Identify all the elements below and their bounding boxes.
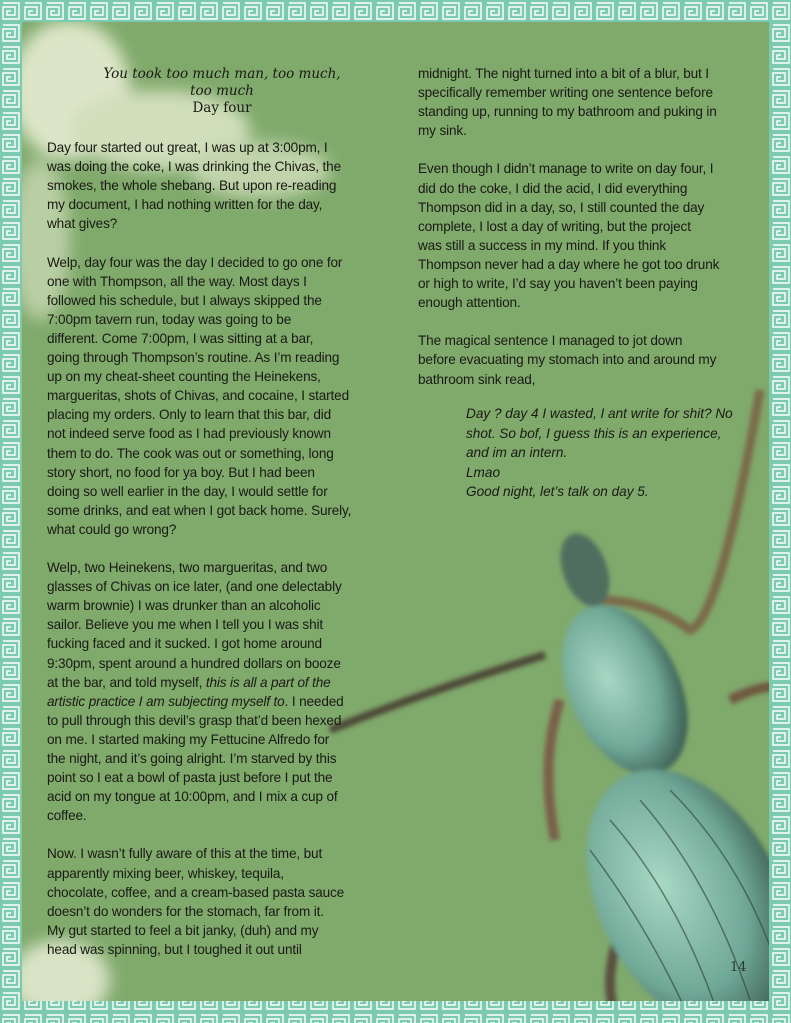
text-line: acid on my tongue at 10:00pm, and I mix a cup of xyxy=(47,789,338,805)
text-line: point so I eat a bowl of pasta just before I put the xyxy=(47,770,333,786)
text-line: doesn’t do wonders for the stomach, far from it. xyxy=(47,903,324,919)
paragraph xyxy=(47,253,351,539)
quote-line: Lmao xyxy=(466,464,501,480)
quote-line: Good night, let’s talk on day 5. xyxy=(466,484,649,499)
text-line: to pull through this devil’s grasp that’d been hexed xyxy=(47,712,342,728)
right-column xyxy=(418,64,719,389)
text-line: sailor. Believe you me when I tell you I was shit xyxy=(47,617,323,633)
paragraph xyxy=(418,64,719,140)
text-line: or high to write, I’d say you haven’t been paying xyxy=(418,276,698,292)
text-line: did do the coke, I did the acid, I did everything xyxy=(418,180,688,196)
paragraph xyxy=(47,138,351,233)
text-line: margueritas, shots of Chivas, and cocaine, I started xyxy=(47,388,349,404)
text-line: followed his schedule, but I always skipped the xyxy=(47,292,322,308)
text-line: coffee. xyxy=(47,808,87,824)
text-line: chocolate, coffee, and a cream-based pasta sauce xyxy=(47,884,345,900)
text-line: the night, and it’s going alright. I’m starved by this xyxy=(47,751,337,766)
text-line: what gives? xyxy=(47,216,118,232)
page-number: 14 xyxy=(730,960,747,975)
text-line: going through Thompson’s routine. As I’m reading xyxy=(47,350,340,366)
subtitle: Day four xyxy=(192,100,252,116)
left-column xyxy=(47,138,351,959)
text-line: on me. I started making my Fettucine Alfredo for xyxy=(47,731,330,747)
article-title xyxy=(47,66,397,117)
title-line: too much xyxy=(190,83,254,99)
text-line: glasses of Chivas on ice later, (and one delectably xyxy=(47,579,342,595)
paragraph-gap xyxy=(418,312,719,331)
text-line: Thompson never had a day where he got too drunk xyxy=(418,256,720,272)
text-line: placing my orders. Only to learn that this bar, did xyxy=(47,407,332,423)
paragraph-gap xyxy=(47,233,351,252)
text-line: before evacuating my stomach into and around my xyxy=(418,352,717,368)
text-line: 9:30pm, spent around a hundred dollars on booze xyxy=(47,655,341,671)
paragraph xyxy=(47,844,351,959)
text-line: smokes, the whole shebang. But upon re-reading xyxy=(47,178,337,194)
quoted-sentence xyxy=(466,404,733,502)
text-line: my sink. xyxy=(418,123,467,139)
text-line: doing so well earlier in the day, I would settle for xyxy=(47,483,328,499)
text-line: not indeed serve food as I had previously known xyxy=(47,426,331,442)
text-line: The magical sentence I managed to jot down xyxy=(418,333,683,349)
text-line: them to do. The cook was out or something, long xyxy=(47,445,334,461)
quote-line: Day ? day 4 I wasted, I ant write for shit? No xyxy=(466,406,733,421)
text-line: Welp, two Heinekens, two margueritas, and two xyxy=(47,560,328,576)
text-line: one with Thompson, all the way. Most days I xyxy=(47,273,307,289)
text-line: warm brownie) I was drunker than an alcoholic xyxy=(47,598,321,614)
text-line: Even though I didn’t manage to write on day four, I xyxy=(418,161,714,177)
text-line: head was spinning, but I toughed it out until xyxy=(47,941,302,957)
text-line: My gut started to feel a bit janky, (duh) and my xyxy=(47,922,319,938)
quote-line: shot. So bof, I guess this is an experience, xyxy=(466,425,722,441)
text-line: Day four started out great, I was up at 3:00pm, I xyxy=(47,140,328,155)
text-line: standing up, running to my bathroom and puking in xyxy=(418,104,717,120)
text-line: complete, I lost a day of writing, but the project xyxy=(418,218,691,234)
paragraph-gap xyxy=(47,825,351,844)
text-line: was doing the coke, I was drinking the Chivas, the xyxy=(47,159,341,175)
text-line: Now. I wasn’t fully aware of this at the time, but xyxy=(47,846,323,862)
text-line: 7:00pm tavern run, today was going to be xyxy=(47,311,292,327)
paragraph-gap xyxy=(47,539,351,558)
text-line: was still a success in my mind. If you think xyxy=(418,237,666,253)
italic-text: this is all a part of the xyxy=(205,674,331,690)
text-line: enough attention. xyxy=(418,295,521,311)
text-segment: at the bar, and told myself, xyxy=(47,674,206,690)
text-line: bathroom sink read, xyxy=(418,371,536,387)
text-line: some drinks, and eat when I got back home. Surely, xyxy=(47,502,352,518)
title-line: You took too much man, too much, xyxy=(103,66,341,82)
text-line xyxy=(47,692,351,711)
text-line: up on my cheat-sheet counting the Heinekens, xyxy=(47,369,321,385)
text-line: fucking faced and it sucked. I got home around xyxy=(47,636,322,652)
text-line: different. Come 7:00pm, I was sitting at a bar, xyxy=(47,330,314,346)
text-line: my document, I had nothing written for the day, xyxy=(47,197,323,213)
paragraph xyxy=(418,331,719,388)
text-line: midnight. The night turned into a bit of a blur, but I xyxy=(418,66,709,81)
text-segment: . I needed xyxy=(284,693,344,709)
text-line: specifically remember writing one sentence before xyxy=(418,85,713,101)
text-line: Welp, day four was the day I decided to go one for xyxy=(47,254,343,270)
text-line xyxy=(47,673,351,692)
text-line: story short, no food for ya boy. But I had been xyxy=(47,464,315,480)
text-line: apparently mixing beer, whiskey, tequila, xyxy=(47,865,284,881)
paragraph-gap xyxy=(418,140,719,159)
text-line: what could go wrong? xyxy=(47,521,177,537)
italic-text: artistic practice I am subjecting myself to xyxy=(47,693,285,709)
paragraph xyxy=(418,159,719,312)
quote-line: and im an intern. xyxy=(466,445,568,460)
text-line: Thompson did in a day, so, I still counted the day xyxy=(418,199,705,215)
paragraph xyxy=(47,558,351,825)
